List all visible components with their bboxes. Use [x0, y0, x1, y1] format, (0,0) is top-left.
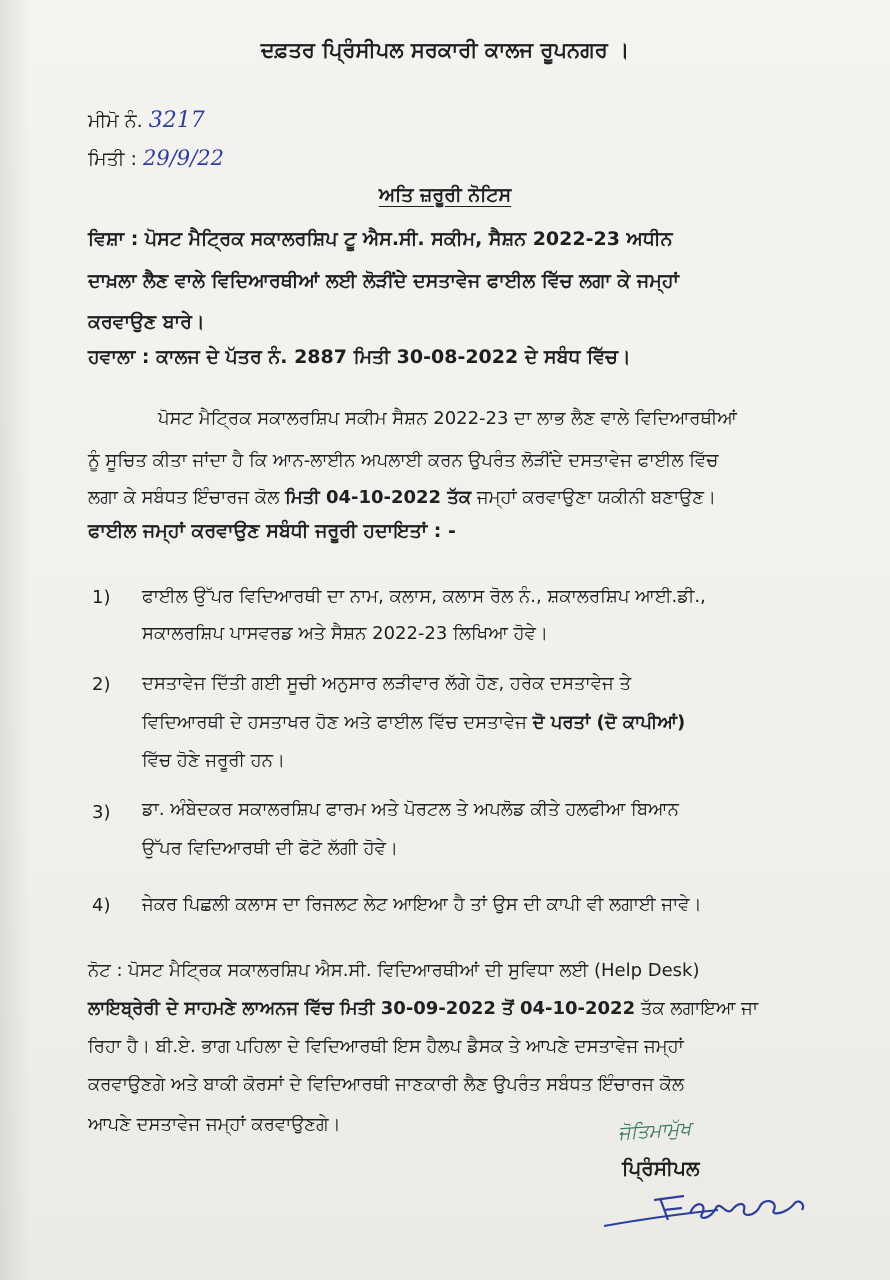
body-line-3: [88, 477, 716, 519]
list-item-1-line-1: ਫਾਈਲ ਉੱਪਰ ਵਿਦਿਆਰਥੀ ਦਾ ਨਾਮ, ਕਲਾਸ, ਕਲਾਸ ਰੋਲ ਨੰ., ਸ਼ਕਾਲਰਸ਼ਿਪ ਆਈ.ਡੀ.,: [142, 586, 706, 607]
body-line-2: ਨੂੰ ਸੂਚਿਤ ਕੀਤਾ ਜਾਂਦਾ ਹੈ ਕਿ ਆਨ-ਲਾਈਨ ਅਪਲਾਈ ਕਰਨ ਉਪਰੰਤ ਲੋੜੀਂਦੇ ਦਸਤਾਵੇਜ ਫਾਈਲ ਵਿੱਚ: [88, 450, 719, 471]
principal-title: ਪ੍ਰਿੰਸੀਪਲ: [622, 1156, 700, 1180]
note-text: ਤੱਕ ਲਗਾਇਆ ਜਾ: [635, 998, 759, 1019]
list-number: 1): [92, 587, 111, 608]
subject-line-1: ਵਿਸ਼ਾ : ਪੋਸਟ ਮੈਟ੍ਰਿਕ ਸਕਾਲਰਸ਼ਿਪ ਟੂ ਐਸ.ਸੀ. ਸਕੀਮ, ਸੈਸ਼ਨ 2022-23 ਅਧੀਨ: [88, 228, 673, 250]
note-line-3: ਰਿਹਾ ਹੈ। ਬੀ.ਏ. ਭਾਗ ਪਹਿਲਾ ਦੇ ਵਿਦਿਆਰਥੀ ਇਸ ਹੈਲਪ ਡੈਸਕ ਤੇ ਆਪਣੇ ਦਸਤਾਵੇਜ ਜਮ੍ਹਾਂ: [88, 1036, 684, 1057]
list-item-4-line-1: ਜੇਕਰ ਪਿਛਲੀ ਕਲਾਸ ਦਾ ਰਿਜਲਟ ਲੇਟ ਆਇਆ ਹੈ ਤਾਂ ਉਸ ਦੀ ਕਾਪੀ ਵੀ ਲਗਾਈ ਜਾਵੇ।: [142, 894, 702, 915]
memo-label: ਮੀਮੋ ਨੰ.: [88, 110, 143, 132]
note-line-5: ਆਪਣੇ ਦਸਤਾਵੇਜ ਜਮ੍ਹਾਂ ਕਰਵਾਉਣਗੇ।: [88, 1114, 341, 1135]
subject-line-3: ਕਰਵਾਉਣ ਬਾਰੇ।: [88, 311, 205, 333]
note-line-1: ਨੋਟ : ਪੋਸਟ ਮੈਟ੍ਰਿਕ ਸਕਾਲਰਸ਼ਿਪ ਐਸ.ਸੀ. ਵਿਦਿਆਰਥੀਆਂ ਦੀ ਸੁਵਿਧਾ ਲਈ (Help Desk): [88, 960, 700, 981]
deadline-date: ਮਿਤੀ 04-10-2022 ਤੱਕ: [285, 487, 472, 508]
date-value: 29/9/22: [143, 146, 224, 170]
list-number: 3): [92, 802, 111, 823]
body-text: ਲਗਾ ਕੇ ਸਬੰਧਤ ਇੰਚਾਰਜ ਕੋਲ: [88, 487, 286, 508]
page-title: ਦਫ਼ਤਰ ਪ੍ਰਿੰਸੀਪਲ ਸਰਕਾਰੀ ਕਾਲਜ ਰੂਪਨਗਰ ।: [260, 38, 630, 62]
memo-row: [88, 108, 205, 133]
list-number: 2): [92, 674, 111, 695]
subject-line-2: ਦਾਖ਼ਲਾ ਲੈਣ ਵਾਲੇ ਵਿਦਿਆਰਥੀਆਂ ਲਈ ਲੋੜੀਂਦੇ ਦਸਤਾਵੇਜ ਫਾਈਲ ਵਿੱਚ ਲਗਾ ਕੇ ਜਮ੍ਹਾਂ: [88, 270, 679, 292]
note-line-4: ਕਰਵਾਉਣਗੇ ਅਤੇ ਬਾਕੀ ਕੋਰਸਾਂ ਦੇ ਵਿਦਿਆਰਥੀ ਜਾਣਕਾਰੀ ਲੈਣ ਉਪਰੰਤ ਸਬੰਧਤ ਇੰਚਾਰਜ ਕੋਲ: [88, 1074, 685, 1095]
date-row: [88, 146, 224, 170]
list-item-1-line-2: ਸਕਾਲਰਸ਼ਿਪ ਪਾਸਵਰਡ ਅਤੇ ਸੈਸ਼ਨ 2022-23 ਲਿਖਿਆ ਹੋਵੇ।: [142, 623, 548, 644]
list-item-3-line-2: ਉੱਪਰ ਵਿਦਿਆਰਥੀ ਦੀ ਫੋਟੋ ਲੱਗੀ ਹੋਵੇ।: [142, 838, 399, 859]
list-item-3-line-1: ਡਾ. ਅੰਬੇਦਕਰ ਸਕਾਲਰਸ਼ਿਪ ਫਾਰਮ ਅਤੇ ਪੋਰਟਲ ਤੇ ਅਪਲੋਡ ਕੀਤੇ ਹਲਫੀਆ ਬਿਆਨ: [142, 799, 679, 820]
note-line-2: [88, 988, 758, 1030]
copies-emphasis: ਦੋ ਪਰਤਾਂ (ਦੋ ਕਾਪੀਆਂ): [532, 712, 686, 733]
date-label: ਮਿਤੀ :: [88, 148, 137, 170]
instructions-heading: ਫਾਈਲ ਜਮ੍ਹਾਂ ਕਰਵਾਉਣ ਸਬੰਧੀ ਜਰੂਰੀ ਹਦਾਇਤਾਂ : -: [88, 520, 456, 542]
list-item-2-line-1: ਦਸਤਾਵੇਜ ਦਿੱਤੀ ਗਈ ਸੂਚੀ ਅਨੁਸਾਰ ਲੜੀਵਾਰ ਲੱਗੇ ਹੋਣ, ਹਰੇਕ ਦਸਤਾਵੇਜ ਤੇ: [142, 673, 631, 694]
list-item-2-line-3: ਵਿੱਚ ਹੋਣੇ ਜਰੂਰੀ ਹਨ।: [142, 750, 286, 771]
handwritten-initials: ਜੋਤਿਮਾਮੁੱਖ: [617, 1117, 692, 1145]
signature-icon: [598, 1180, 828, 1240]
body-text: ਜਮ੍ਹਾਂ ਕਰਵਾਉਣਾ ਯਕੀਨੀ ਬਣਾਉਣ।: [471, 487, 717, 508]
reference-line: ਹਵਾਲਾ : ਕਾਲਜ ਦੇ ਪੱਤਰ ਨੰ. 2887 ਮਿਤੀ 30-08-2022 ਦੇ ਸਬੰਧ ਵਿੱਚ।: [88, 346, 631, 368]
body-line-1: ਪੋਸਟ ਮੈਟ੍ਰਿਕ ਸਕਾਲਰਸ਼ਿਪ ਸਕੀਮ ਸੈਸ਼ਨ 2022-23 ਦਾ ਲਾਭ ਲੈਣ ਵਾਲੇ ਵਿਦਿਆਰਥੀਆਂ: [158, 408, 737, 429]
memo-number: 3217: [148, 108, 205, 133]
list-item-2-line-2: [142, 702, 685, 744]
helpdesk-dates: ਲਾਇਬ੍ਰੇਰੀ ਦੇ ਸਾਹਮਣੇ ਲਾਅਨਜ ਵਿੱਚ ਮਿਤੀ 30-09-2022 ਤੋਂ 04-10-2022: [88, 998, 636, 1019]
list-number: 4): [92, 895, 111, 916]
notice-heading: ਅਤਿ ਜ਼ਰੂਰੀ ਨੋਟਿਸ: [378, 184, 512, 206]
list-item-text: ਵਿਦਿਆਰਥੀ ਦੇ ਹਸਤਾਖਰ ਹੋਣ ਅਤੇ ਫਾਈਲ ਵਿੱਚ ਦਸਤਾਵੇਜ: [142, 712, 533, 733]
